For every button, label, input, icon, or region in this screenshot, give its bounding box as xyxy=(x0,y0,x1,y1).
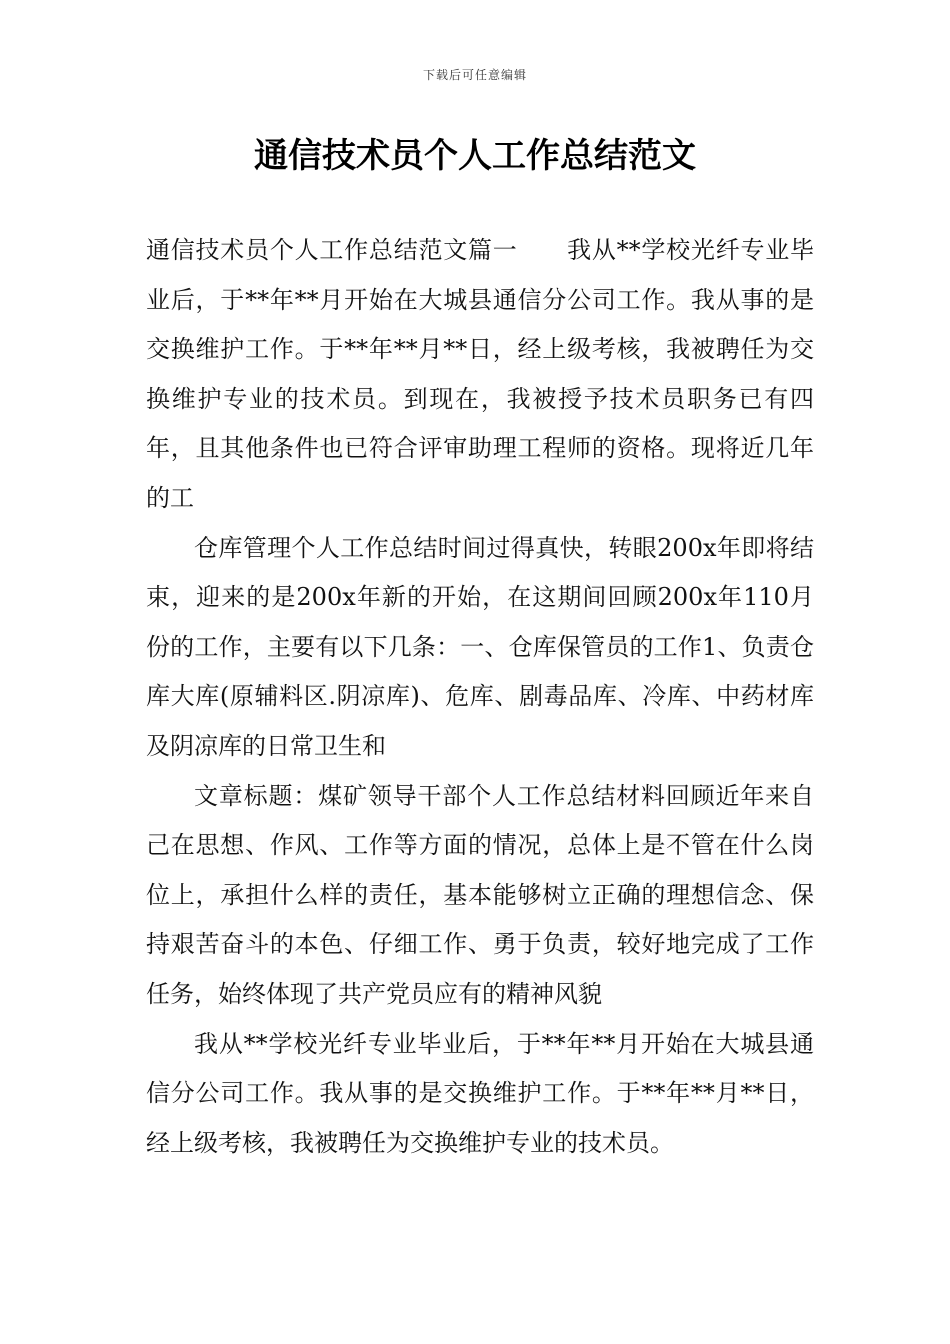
document-body xyxy=(146,226,814,1168)
header-note: 下载后可任意编辑 xyxy=(422,68,527,82)
paragraph-2: 仓库管理个人工作总结时间过得真快，转眼200x年即将结束，迎来的是200x年新的开始，在这期间回顾200x年110月份的工作，主要有以下几条：一、仓库保管员的工作1、负责仓库大库(原辅料区.阴凉库)、危库、剧毒品库、冷库、中药材库及阴凉库的日常卫生和 xyxy=(146,533,814,760)
paragraph-1: 通信技术员个人工作总结范文篇一 我从**学校光纤专业毕业后，于**年**月开始在大城县通信分公司工作。我从事的是交换维护工作。于**年**月**日，经上级考核，我被聘任为交换维护专业的技术员。到现在，我被授予技术员职务已有四年，且其他条件也已符合评审助理工程师的资格。现将近几年的工 xyxy=(146,236,814,512)
paragraph-3: 文章标题：煤矿领导干部个人工作总结材料回顾近年来自己在思想、作风、工作等方面的情况，总体上是不管在什么岗位上，承担什么样的责任，基本能够树立正确的理想信念、保持艰苦奋斗的本色、仔细工作、勇于负责，较好地完成了工作任务，始终体现了共产党员应有的精神风貌 xyxy=(146,781,814,1008)
paragraph-4: 我从**学校光纤专业毕业后，于**年**月开始在大城县通信分公司工作。我从事的是交换维护工作。于**年**月**日，经上级考核，我被聘任为交换维护专业的技术员。 xyxy=(146,1029,814,1157)
document-title: 通信技术员个人工作总结范文 xyxy=(254,136,696,176)
